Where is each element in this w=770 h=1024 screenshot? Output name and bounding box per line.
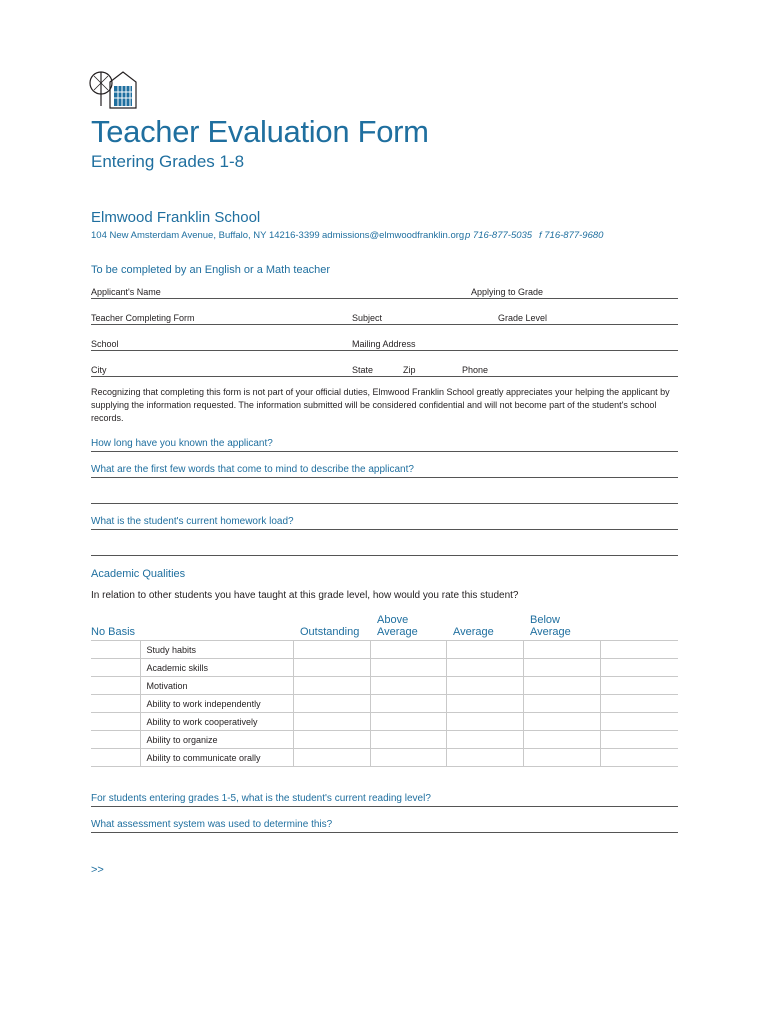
rating-cell-average[interactable] bbox=[446, 677, 523, 695]
academic-qualities-heading: Academic Qualities bbox=[91, 568, 186, 580]
rating-cell-extra[interactable] bbox=[600, 749, 678, 767]
zip-label: Zip bbox=[403, 365, 416, 375]
rating-cell-no-basis[interactable] bbox=[91, 695, 140, 713]
answer-known-line[interactable] bbox=[91, 451, 678, 452]
answer-assessment-line[interactable] bbox=[91, 832, 678, 833]
rating-row-label: Ability to work independently bbox=[140, 695, 293, 713]
rating-row bbox=[91, 641, 678, 659]
col-average: Average bbox=[453, 626, 494, 638]
instructions-heading: To be completed by an English or a Math teacher bbox=[91, 264, 331, 276]
question-known: How long have you known the applicant? bbox=[91, 438, 273, 449]
city-field[interactable] bbox=[91, 376, 678, 377]
rating-cell-outstanding[interactable] bbox=[293, 641, 370, 659]
rating-cell-above-average[interactable] bbox=[370, 695, 446, 713]
school-email: admissions@elmwoodfranklin.org bbox=[322, 230, 465, 241]
grade-level-label: Grade Level bbox=[498, 313, 548, 323]
col-no-basis: No Basis bbox=[91, 626, 136, 638]
rating-cell-no-basis[interactable] bbox=[91, 677, 140, 695]
state-label: State bbox=[352, 365, 374, 375]
rating-row bbox=[91, 749, 678, 767]
rating-cell-above-average[interactable] bbox=[370, 713, 446, 731]
question-words: What are the first few words that come to mind to describe the applicant? bbox=[91, 464, 414, 475]
rating-cell-extra[interactable] bbox=[600, 677, 678, 695]
rating-row bbox=[91, 695, 678, 713]
rating-cell-extra[interactable] bbox=[600, 659, 678, 677]
subject-label: Subject bbox=[352, 313, 383, 323]
rating-row bbox=[91, 659, 678, 677]
col-below-line-1: Below bbox=[530, 614, 560, 626]
rating-cell-extra[interactable] bbox=[600, 731, 678, 749]
rating-cell-average[interactable] bbox=[446, 695, 523, 713]
rating-cell-above-average[interactable] bbox=[370, 677, 446, 695]
school-phone: p 716-877-5035 bbox=[465, 230, 533, 241]
teacher-field[interactable] bbox=[91, 324, 678, 325]
applicant-name-field[interactable] bbox=[91, 298, 678, 299]
rating-row bbox=[91, 731, 678, 749]
answer-reading-line[interactable] bbox=[91, 806, 678, 807]
rating-cell-below-average[interactable] bbox=[523, 731, 600, 749]
school-name: Elmwood Franklin School bbox=[91, 209, 261, 226]
rating-cell-above-average[interactable] bbox=[370, 641, 446, 659]
rating-cell-above-average[interactable] bbox=[370, 731, 446, 749]
rating-row-label: Academic skills bbox=[140, 659, 293, 677]
intro-paragraph: Recognizing that completing this form is not part of your official duties, Elmwood Franklin School greatly appreciates your helping the applicant by supplying the information requested. The information submitted will be considered confidential and will not become part of the student's school records. bbox=[91, 387, 670, 423]
rating-cell-no-basis[interactable] bbox=[91, 731, 140, 749]
school-fax: f 716-877-9680 bbox=[539, 230, 604, 241]
rating-cell-extra[interactable] bbox=[600, 641, 678, 659]
answer-homework-line-2[interactable] bbox=[91, 555, 678, 556]
phone-label: Phone bbox=[462, 365, 489, 375]
page-title: Teacher Evaluation Form bbox=[91, 114, 429, 149]
rating-cell-below-average[interactable] bbox=[523, 659, 600, 677]
rating-cell-average[interactable] bbox=[446, 659, 523, 677]
rating-cell-no-basis[interactable] bbox=[91, 749, 140, 767]
city-label: City bbox=[91, 365, 107, 375]
rating-cell-above-average[interactable] bbox=[370, 659, 446, 677]
col-above-average bbox=[377, 614, 418, 638]
academic-qualities-intro: In relation to other students you have taught at this grade level, how would you rate this student? bbox=[91, 590, 519, 601]
rating-row-label: Motivation bbox=[140, 677, 293, 695]
applying-grade-label: Applying to Grade bbox=[471, 287, 544, 297]
rating-cell-no-basis[interactable] bbox=[91, 659, 140, 677]
question-homework: What is the student's current homework load? bbox=[91, 516, 294, 527]
rating-cell-outstanding[interactable] bbox=[293, 731, 370, 749]
rating-cell-below-average[interactable] bbox=[523, 749, 600, 767]
rating-row-label: Study habits bbox=[140, 641, 293, 659]
school-logo-icon bbox=[88, 68, 138, 110]
col-below-average bbox=[530, 614, 571, 638]
school-address: 104 New Amsterdam Avenue, Buffalo, NY 14216-3399 bbox=[91, 230, 320, 241]
rating-row-label: Ability to organize bbox=[140, 731, 293, 749]
page-subtitle: Entering Grades 1-8 bbox=[91, 152, 245, 171]
rating-row bbox=[91, 677, 678, 695]
rating-cell-outstanding[interactable] bbox=[293, 677, 370, 695]
applicant-name-label: Applicant's Name bbox=[91, 287, 161, 297]
question-assessment: What assessment system was used to determine this? bbox=[91, 819, 333, 830]
rating-row-label: Ability to work cooperatively bbox=[140, 713, 293, 731]
rating-row bbox=[91, 713, 678, 731]
answer-words-line-2[interactable] bbox=[91, 503, 678, 504]
question-reading: For students entering grades 1-5, what is the student's current reading level? bbox=[91, 793, 431, 804]
rating-cell-outstanding[interactable] bbox=[293, 695, 370, 713]
col-above-line-2: Average bbox=[377, 626, 418, 638]
col-outstanding: Outstanding bbox=[300, 626, 360, 638]
col-below-line-2: Average bbox=[530, 626, 571, 638]
rating-cell-average[interactable] bbox=[446, 731, 523, 749]
rating-cell-below-average[interactable] bbox=[523, 695, 600, 713]
rating-cell-below-average[interactable] bbox=[523, 713, 600, 731]
col-above-line-1: Above bbox=[377, 614, 409, 626]
rating-cell-outstanding[interactable] bbox=[293, 659, 370, 677]
rating-cell-average[interactable] bbox=[446, 749, 523, 767]
rating-row-label: Ability to communicate orally bbox=[140, 749, 293, 767]
continue-arrow: >> bbox=[91, 864, 104, 876]
rating-cell-extra[interactable] bbox=[600, 713, 678, 731]
school-label: School bbox=[91, 339, 119, 349]
rating-cell-below-average[interactable] bbox=[523, 641, 600, 659]
rating-cell-average[interactable] bbox=[446, 713, 523, 731]
rating-cell-no-basis[interactable] bbox=[91, 641, 140, 659]
rating-cell-average[interactable] bbox=[446, 641, 523, 659]
rating-cell-above-average[interactable] bbox=[370, 749, 446, 767]
rating-table bbox=[91, 640, 678, 767]
teacher-label: Teacher Completing Form bbox=[91, 313, 195, 323]
rating-cell-extra[interactable] bbox=[600, 695, 678, 713]
answer-words-line[interactable] bbox=[91, 477, 678, 478]
mailing-address-label: Mailing Address bbox=[352, 339, 416, 349]
school-field[interactable] bbox=[91, 350, 678, 351]
rating-cell-outstanding[interactable] bbox=[293, 713, 370, 731]
rating-cell-below-average[interactable] bbox=[523, 677, 600, 695]
rating-cell-outstanding[interactable] bbox=[293, 749, 370, 767]
answer-homework-line[interactable] bbox=[91, 529, 678, 530]
rating-cell-no-basis[interactable] bbox=[91, 713, 140, 731]
